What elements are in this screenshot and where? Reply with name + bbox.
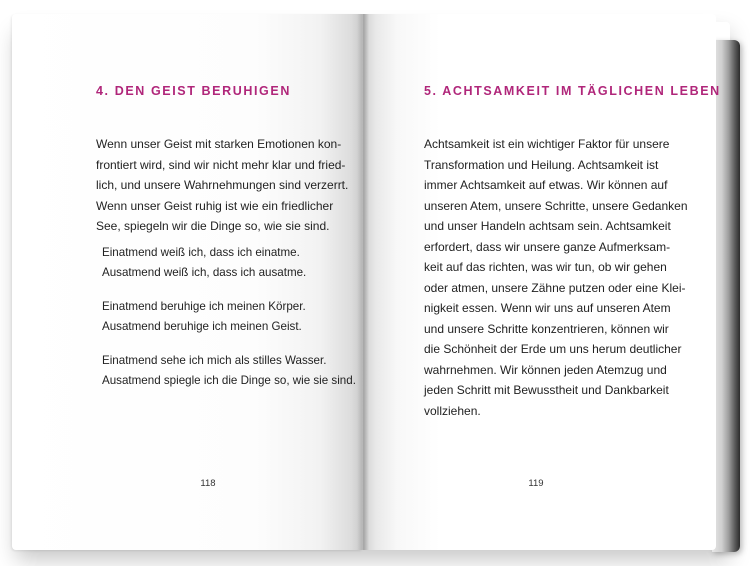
paragraph-line: immer Achtsamkeit auf etwas. Wir können auf [424, 178, 668, 192]
paragraph-line: Transformation und Heilung. Achtsamkeit ist [424, 157, 659, 172]
right-page-paragraph [424, 134, 688, 421]
paragraph-line: jeden Schritt mit Bewusstheit und Dankbarkeit [424, 383, 669, 397]
paragraph-line: Achtsamkeit ist ein wichtiger Faktor für unsere [424, 137, 670, 151]
paragraph-line: vollziehen. [424, 403, 481, 418]
paragraph-line: See, spiegeln wir die Dinge so, wie sie sind. [96, 219, 330, 233]
paragraph-line: erfordert, dass wir unsere ganze Aufmerksam- [424, 239, 671, 254]
paragraph-line: wahrnehmen. Wir können jeden Atemzug und [424, 362, 667, 377]
verse-line: Einatmend sehe ich mich als stilles Wasser. [102, 354, 327, 367]
paragraph-line: die Schönheit der Erde um uns herum deutlicher [424, 342, 682, 356]
right-page [362, 14, 721, 550]
left-page-number: 118 [200, 478, 216, 489]
verse-line: Ausatmend weiß ich, dass ich ausatme. [102, 265, 307, 279]
left-page [12, 14, 362, 550]
page-edge-stack [712, 40, 740, 552]
paragraph-line: Wenn unser Geist ruhig ist wie ein friedlicher [96, 198, 334, 213]
verse-2 [102, 297, 306, 336]
left-page-heading: 4. DEN GEIST BERUHIGEN [96, 84, 291, 98]
verse-line: Ausatmend beruhige ich meinen Geist. [102, 319, 302, 333]
paragraph-line: oder atmen, unsere Zähne putzen oder eine Klei- [424, 280, 686, 295]
left-page-paragraph [96, 134, 348, 237]
paragraph-line: Wenn unser Geist mit starken Emotionen kon- [96, 137, 342, 151]
right-page-heading: 5. ACHTSAMKEIT IM TÄGLICHEN LEBEN [424, 84, 721, 98]
paragraph-line: unseren Atem, unsere Schritte, unsere Gedanken [424, 198, 688, 213]
right-page-number: 119 [528, 478, 544, 489]
verse-line: Einatmend beruhige ich meinen Körper. [102, 300, 306, 313]
paragraph-line: und unser Handeln achtsam sein. Achtsamkeit [424, 219, 671, 233]
verse-1 [102, 243, 306, 282]
paragraph-line: lich, und unsere Wahrnehmungen sind verzerrt. [96, 178, 349, 192]
verse-3 [102, 351, 356, 390]
paragraph-line: nigkeit essen. Wenn wir uns auf unseren Atem [424, 301, 671, 315]
paragraph-line: frontiert wird, sind wir nicht mehr klar und fried- [96, 157, 346, 172]
open-book [12, 14, 720, 550]
verse-line: Einatmend weiß ich, dass ich einatme. [102, 246, 300, 259]
verse-line: Ausatmend spiegle ich die Dinge so, wie sie sind. [102, 373, 356, 387]
paragraph-line: und unsere Schritte konzentrieren, können wir [424, 321, 669, 336]
paragraph-line: keit auf das richten, was wir tun, ob wir gehen [424, 260, 667, 274]
